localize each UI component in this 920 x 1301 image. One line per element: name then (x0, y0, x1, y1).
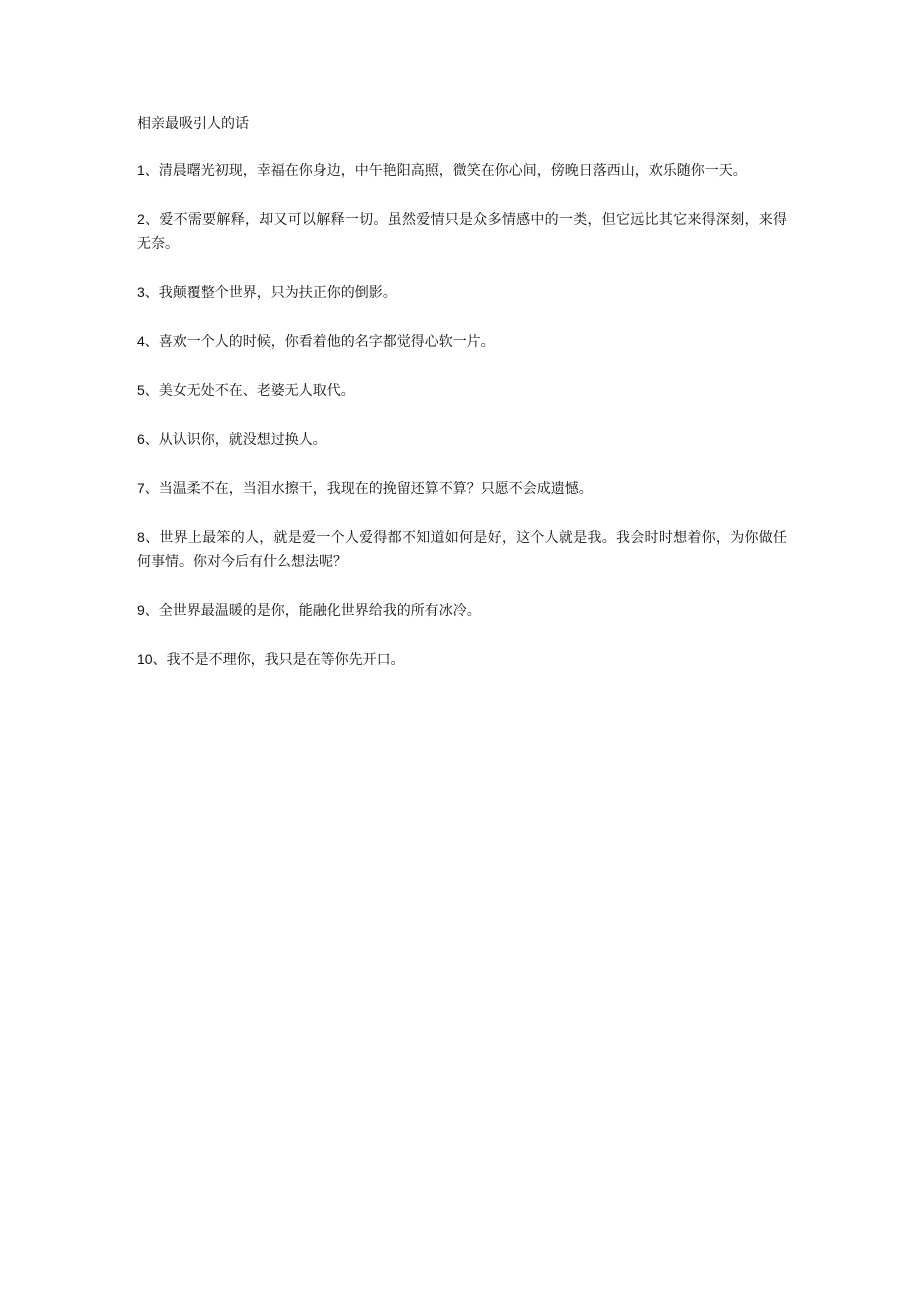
list-item: 7、当温柔不在，当泪水擦干，我现在的挽留还算不算？只愿不会成遗憾。 (137, 480, 593, 497)
list-item: 1、清晨曙光初现，幸福在你身边，中午艳阳高照，微笑在你心间，傍晚日落西山，欢乐随你一天。 (137, 162, 747, 179)
item-text: 我不是不理你，我只是在等你先开口。 (166, 652, 405, 668)
item-number: 4 (137, 333, 145, 349)
item-text: 世界上最笨的人，就是爱一个人爱得都不知道如何是好，这个人就是我。我会时时想着你，为你做任何事情。你对今后有什么想法呢？ (137, 530, 788, 570)
item-number: 9 (137, 602, 145, 618)
document-body (137, 112, 787, 696)
item-number: 2 (137, 211, 145, 227)
item-number: 8 (137, 529, 145, 545)
item-text: 清晨曙光初现，幸福在你身边，中午艳阳高照，微笑在你心间，傍晚日落西山，欢乐随你一天。 (158, 163, 747, 179)
list-item: 8、世界上最笨的人，就是爱一个人爱得都不知道如何是好，这个人就是我。我会时时想着你，为你做任何事情。你对今后有什么想法呢？ (137, 529, 788, 570)
page-title: 相亲最吸引人的话 (137, 116, 249, 132)
item-text: 我颠覆整个世界，只为扶正你的倒影。 (158, 285, 397, 301)
list-item: 2、爱不需要解释，却又可以解释一切。虽然爱情只是众多情感中的一类，但它远比其它来得深刻，来得无奈。 (137, 211, 788, 252)
list-item: 9、全世界最温暖的是你，能融化世界给我的所有冰冷。 (137, 602, 481, 619)
list-item: 5、美女无处不在、老婆无人取代。 (137, 382, 355, 399)
item-text: 喜欢一个人的时候，你看着他的名字都觉得心软一片。 (158, 334, 495, 350)
list-item: 6、从认识你，就没想过换人。 (137, 431, 327, 448)
item-number: 5 (137, 382, 145, 398)
item-text: 美女无处不在、老婆无人取代。 (158, 383, 355, 399)
item-text: 全世界最温暖的是你，能融化世界给我的所有冰冷。 (158, 603, 481, 619)
item-text: 当温柔不在，当泪水擦干，我现在的挽留还算不算？只愿不会成遗憾。 (158, 481, 593, 497)
item-number: 6 (137, 431, 145, 447)
item-number: 7 (137, 480, 145, 496)
list-item: 4、喜欢一个人的时候，你看着他的名字都觉得心软一片。 (137, 333, 495, 350)
list-item: 3、我颠覆整个世界，只为扶正你的倒影。 (137, 284, 397, 301)
item-text: 从认识你，就没想过换人。 (158, 432, 327, 448)
list-item: 10、我不是不理你，我只是在等你先开口。 (137, 651, 405, 668)
item-number: 1 (137, 162, 145, 178)
item-text: 爱不需要解释，却又可以解释一切。虽然爱情只是众多情感中的一类，但它远比其它来得深刻，来得无奈。 (137, 212, 788, 252)
item-number: 10 (137, 651, 153, 667)
item-number: 3 (137, 284, 145, 300)
